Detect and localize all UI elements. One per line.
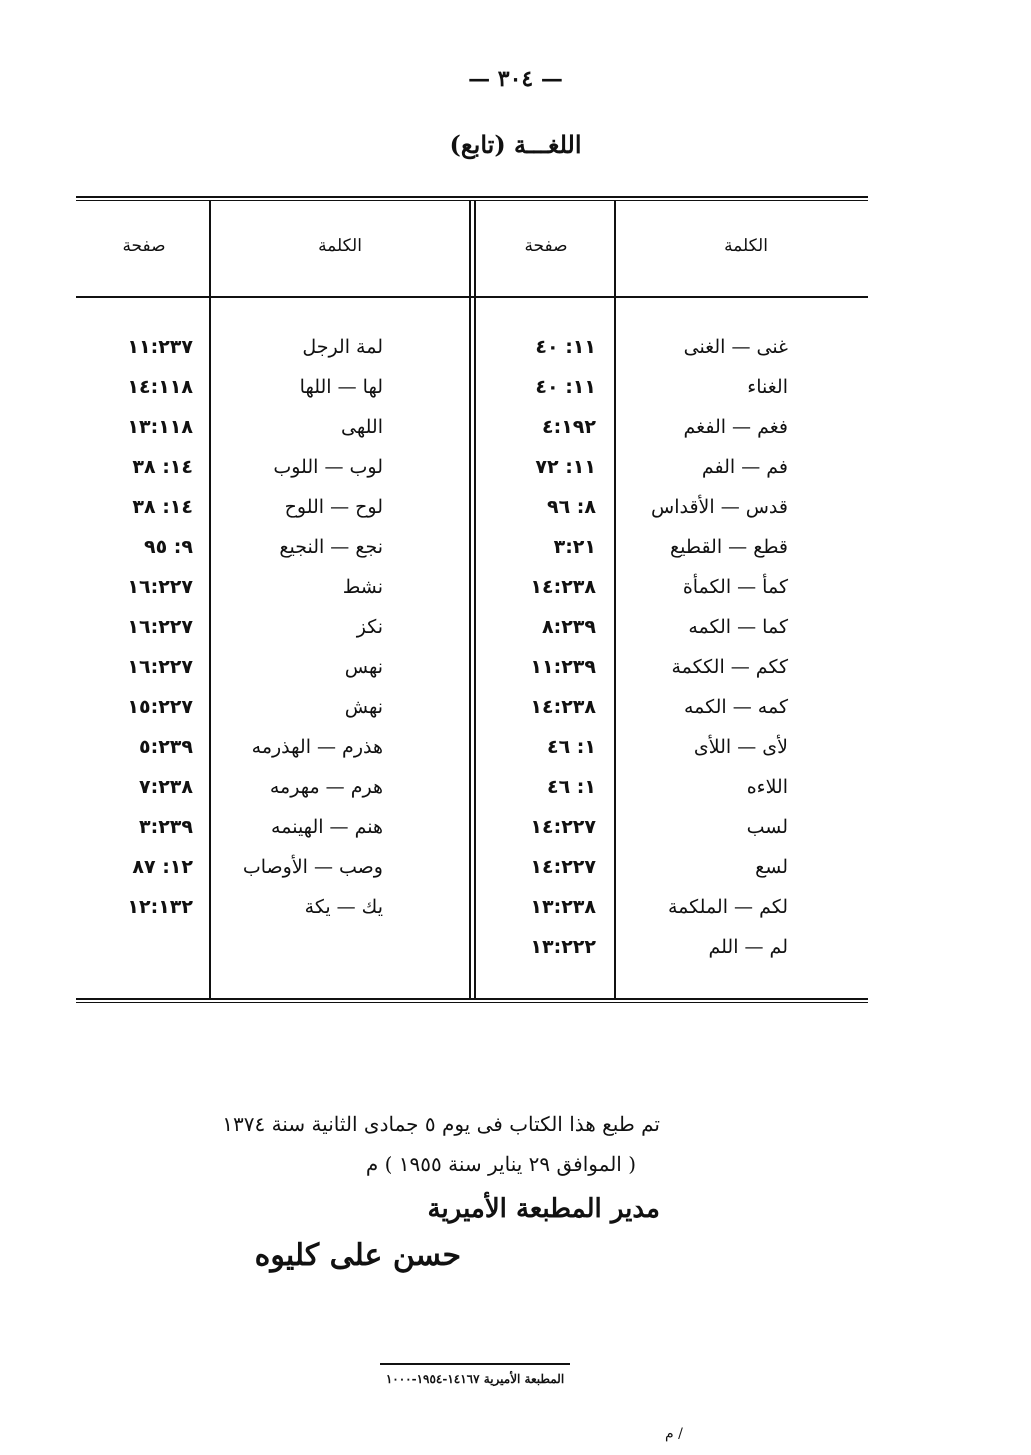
table-row xyxy=(76,848,868,886)
table-row xyxy=(76,688,868,726)
entry-word: اللاءه xyxy=(746,776,788,798)
entry-page: ١٤:٢٣٨ xyxy=(530,576,596,598)
entry-word: لسب xyxy=(746,816,788,838)
entry-word: لوب — اللوب xyxy=(273,456,383,478)
entry-word: لمة الرجل xyxy=(302,336,383,358)
entry-word: نهس xyxy=(344,656,383,678)
entry-page: ١٦:٢٢٧ xyxy=(127,656,193,678)
entry-word: نجع — النجيع xyxy=(279,536,383,558)
entry-word: الغناء xyxy=(747,376,788,398)
table-row xyxy=(76,608,868,646)
entry-page: ١٢:١٣٢ xyxy=(127,896,193,918)
entry-page: ١٤:٢٢٧ xyxy=(530,816,596,838)
entry-page: ٧:٢٣٨ xyxy=(139,776,193,798)
table-row xyxy=(76,928,868,966)
printer-imprint: المطبعة الأميرية ١٤١٦٧-١٩٥٤-١٠٠٠ xyxy=(385,1372,565,1386)
entry-page: ١٥:٢٢٧ xyxy=(127,696,193,718)
table-row xyxy=(76,448,868,486)
entry-page: ١٤:٢٣٨ xyxy=(530,696,596,718)
entry-word: ككم — الككمة xyxy=(671,656,788,678)
table-top-rule-thin xyxy=(76,200,868,201)
header-word-left: الكلمة xyxy=(318,236,362,256)
entry-word: كما — الكمه xyxy=(688,616,788,638)
entry-word: نكز xyxy=(356,616,383,638)
entry-page: ١٣:٢٢٢ xyxy=(530,936,596,958)
table-row xyxy=(76,808,868,846)
entry-page: ١: ٤٦ xyxy=(546,736,596,758)
table-row xyxy=(76,888,868,926)
imprint-rule xyxy=(380,1363,570,1365)
table-row xyxy=(76,408,868,446)
entry-word: لها — اللها xyxy=(299,376,383,398)
entry-word: وصب — الأوصاب xyxy=(242,856,383,878)
table-bottom-rule xyxy=(76,998,868,1000)
entry-page: ١٦:٢٢٧ xyxy=(127,576,193,598)
entry-page: ٨: ٩٦ xyxy=(546,496,596,518)
entry-page: ١: ٤٦ xyxy=(546,776,596,798)
entry-word: هرم — مهرمه xyxy=(269,776,383,798)
entry-word: نشط xyxy=(342,576,383,598)
table-row xyxy=(76,648,868,686)
corner-mark: م / xyxy=(665,1426,683,1442)
entry-page: ١١: ٧٢ xyxy=(535,456,596,478)
table-row xyxy=(76,528,868,566)
entry-page: ١١: ٤٠ xyxy=(535,336,596,358)
table-row xyxy=(76,768,868,806)
entry-page: ٣:٢٣٩ xyxy=(139,816,193,838)
header-page-left: صفحة xyxy=(122,236,166,256)
colophon-director-title: مدير المطبعة الأميرية xyxy=(427,1194,660,1224)
header-word-right: الكلمة xyxy=(724,236,768,256)
entry-word: لكم — الملكمة xyxy=(667,896,788,918)
entry-word: اللهى xyxy=(341,416,383,438)
entry-page: ١٤: ٣٨ xyxy=(132,496,193,518)
entry-page: ١١: ٤٠ xyxy=(535,376,596,398)
entry-word: لوح — اللوح xyxy=(284,496,383,518)
table-top-rule xyxy=(76,196,868,198)
entry-word: لأى — اللأى xyxy=(693,736,788,758)
entry-page: ١٦:٢٢٧ xyxy=(127,616,193,638)
entry-word: نهش xyxy=(344,696,383,718)
page-title: (تابع) اللغـــة xyxy=(449,130,582,159)
entry-page: ٤:١٩٢ xyxy=(542,416,596,438)
entry-page: ١٤:٢٢٧ xyxy=(530,856,596,878)
table-bottom-rule-thin xyxy=(76,1002,868,1003)
entry-page: ١٢: ٨٧ xyxy=(132,856,193,878)
entry-word: قطع — القطيع xyxy=(670,536,788,558)
entry-word: لم — اللم xyxy=(708,936,788,958)
entry-word: لسع xyxy=(755,856,788,878)
header-page-right: صفحة xyxy=(524,236,568,256)
entry-page: ١٤: ٣٨ xyxy=(132,456,193,478)
entry-word: قدس — الأقداس xyxy=(651,496,788,518)
table-row xyxy=(76,568,868,606)
entry-word: غنى — الغنى xyxy=(683,336,788,358)
header-rule xyxy=(76,296,868,298)
entry-page: ١١:٢٣٩ xyxy=(530,656,596,678)
entry-page: ١٣:١١٨ xyxy=(127,416,193,438)
entry-word: فم — الفم xyxy=(701,456,788,478)
entry-page: ١٣:٢٣٨ xyxy=(530,896,596,918)
colophon-director-name: حسن على كليوه xyxy=(254,1238,461,1273)
page-number: — ٣٠٤ — xyxy=(468,66,563,92)
entry-page: ١٤:١١٨ xyxy=(127,376,193,398)
table-row xyxy=(76,488,868,526)
entry-word: هنم — الهينمه xyxy=(271,816,383,838)
table-row xyxy=(76,368,868,406)
entry-word: فغم — الفغم xyxy=(683,416,788,438)
entry-page: ٨:٢٣٩ xyxy=(542,616,596,638)
colophon-line-2: ( الموافق ٢٩ يناير سنة ١٩٥٥ ) م xyxy=(365,1152,636,1176)
entry-word: هذرم — الهذرمه xyxy=(251,736,383,758)
index-table xyxy=(76,196,868,1006)
table-row xyxy=(76,328,868,366)
entry-page: ٥:٢٣٩ xyxy=(139,736,193,758)
colophon-line-1: تم طبع هذا الكتاب فى يوم ٥ جمادى الثانية سنة ١٣٧٤ xyxy=(222,1112,660,1136)
entry-word: كمه — الكمه xyxy=(683,696,788,718)
entry-page: ٣:٢١ xyxy=(553,536,596,558)
entry-page: ٩: ٩٥ xyxy=(143,536,193,558)
table-row xyxy=(76,728,868,766)
entry-page: ١١:٢٣٧ xyxy=(127,336,193,358)
entry-word: كمأ — الكمأة xyxy=(682,576,788,598)
entry-word: يك — يكة xyxy=(304,896,383,918)
